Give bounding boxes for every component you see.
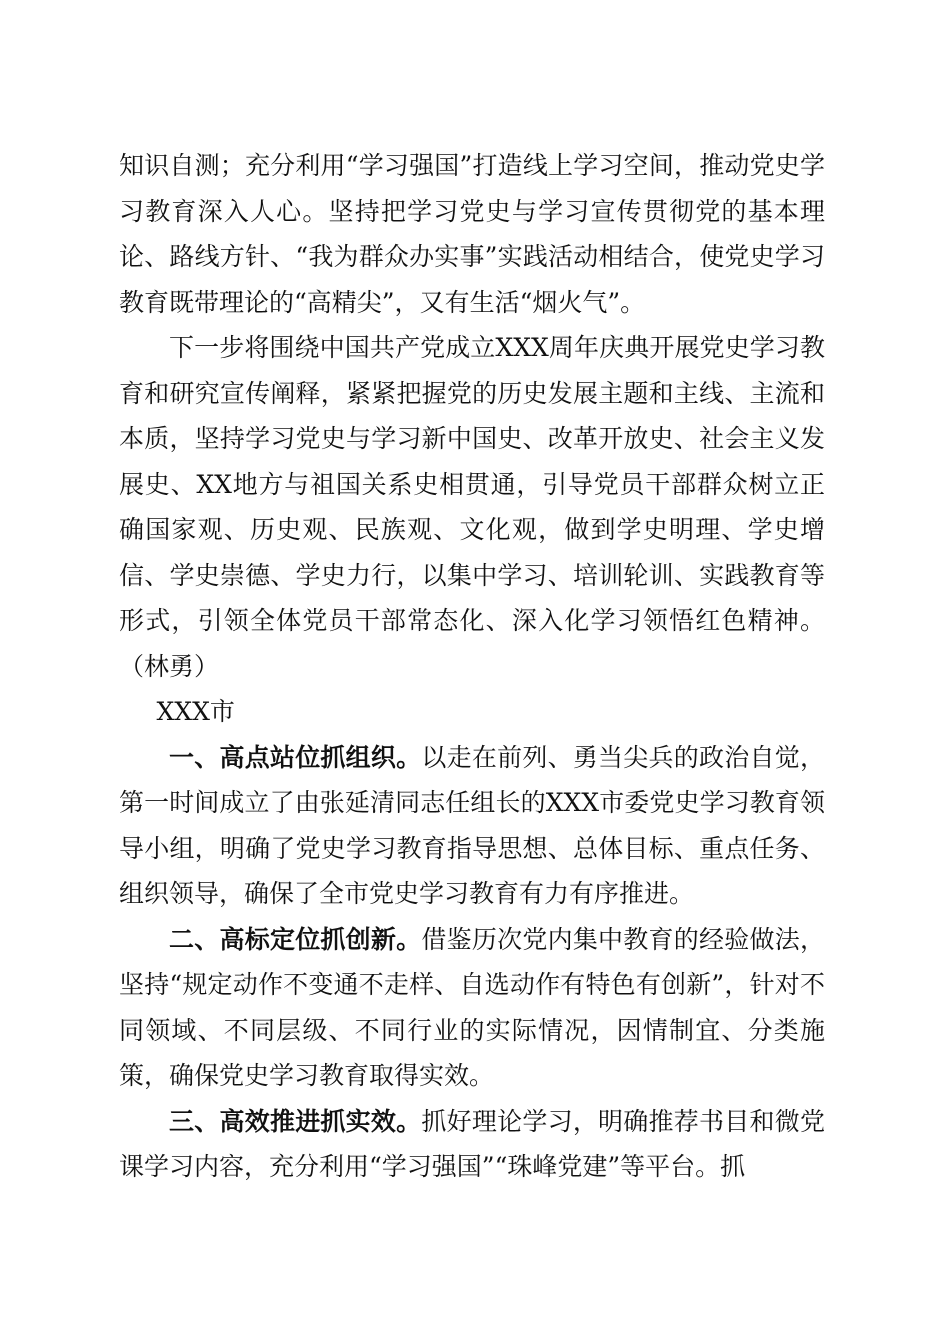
section-item-1 [119,735,825,917]
section-text-1: 以走在前列、勇当尖兵的政治自觉，第一时间成立了由张延清同志任组长的XXX市委党史学习教育领导小组，明确了党史学习教育指导思想、总体目标、重点任务、组织领导，确保了全市党史学习教育有力有序推进。 [119,742,825,908]
section-text-2: 借鉴历次党内集中教育的经验做法，坚持“规定动作不变通不走样、自选动作有特色有创新”，针对不同领域、不同层级、不同行业的实际情况，因情制宜、分类施策，确保党史学习教育取得实效。 [119,924,825,1090]
paragraph-continued: 知识自测；充分利用“学习强国”打造线上学习空间，推动党史学习教育深入人心。坚持把学习党史与学习宣传贯彻党的基本理论、路线方针、“我为群众办实事”实践活动相结合，使党史学习教育既带理论的“高精尖”，又有生活“烟火气”。 [119,151,825,317]
paragraph-next-steps: 下一步将围绕中国共产党成立XXX周年庆典开展党史学习教育和研究宣传阐释，紧紧把握党的历史发展主题和主线、主流和本质，坚持学习党史与学习新中国史、改革开放史、社会主义发展史、XX地方与祖国关系史相贯通，引导党员干部群众树立正确国家观、历史观、民族观、文化观，做到学史明理、学史增信、学史崇德、学史力行，以集中学习、培训轮训、实践教育等形式，引领全体党员干部常态化、深入化学习领悟红色精神。（林勇） [119,333,825,681]
section-place-title: XXX市 [156,697,235,726]
section-item-3 [119,1099,825,1190]
section-text-3: 抓好理论学习，明确推荐书目和微党课学习内容，充分利用“学习强国”“珠峰党建”等平台。抓 [119,1106,825,1181]
section-heading-1: 一、高点站位抓组织。 [169,742,422,772]
section-heading-2: 二、高标定位抓创新。 [169,924,422,954]
document-body [119,143,825,1190]
section-item-2 [119,917,825,1099]
section-heading-3: 三、高效推进抓实效。 [169,1106,422,1136]
